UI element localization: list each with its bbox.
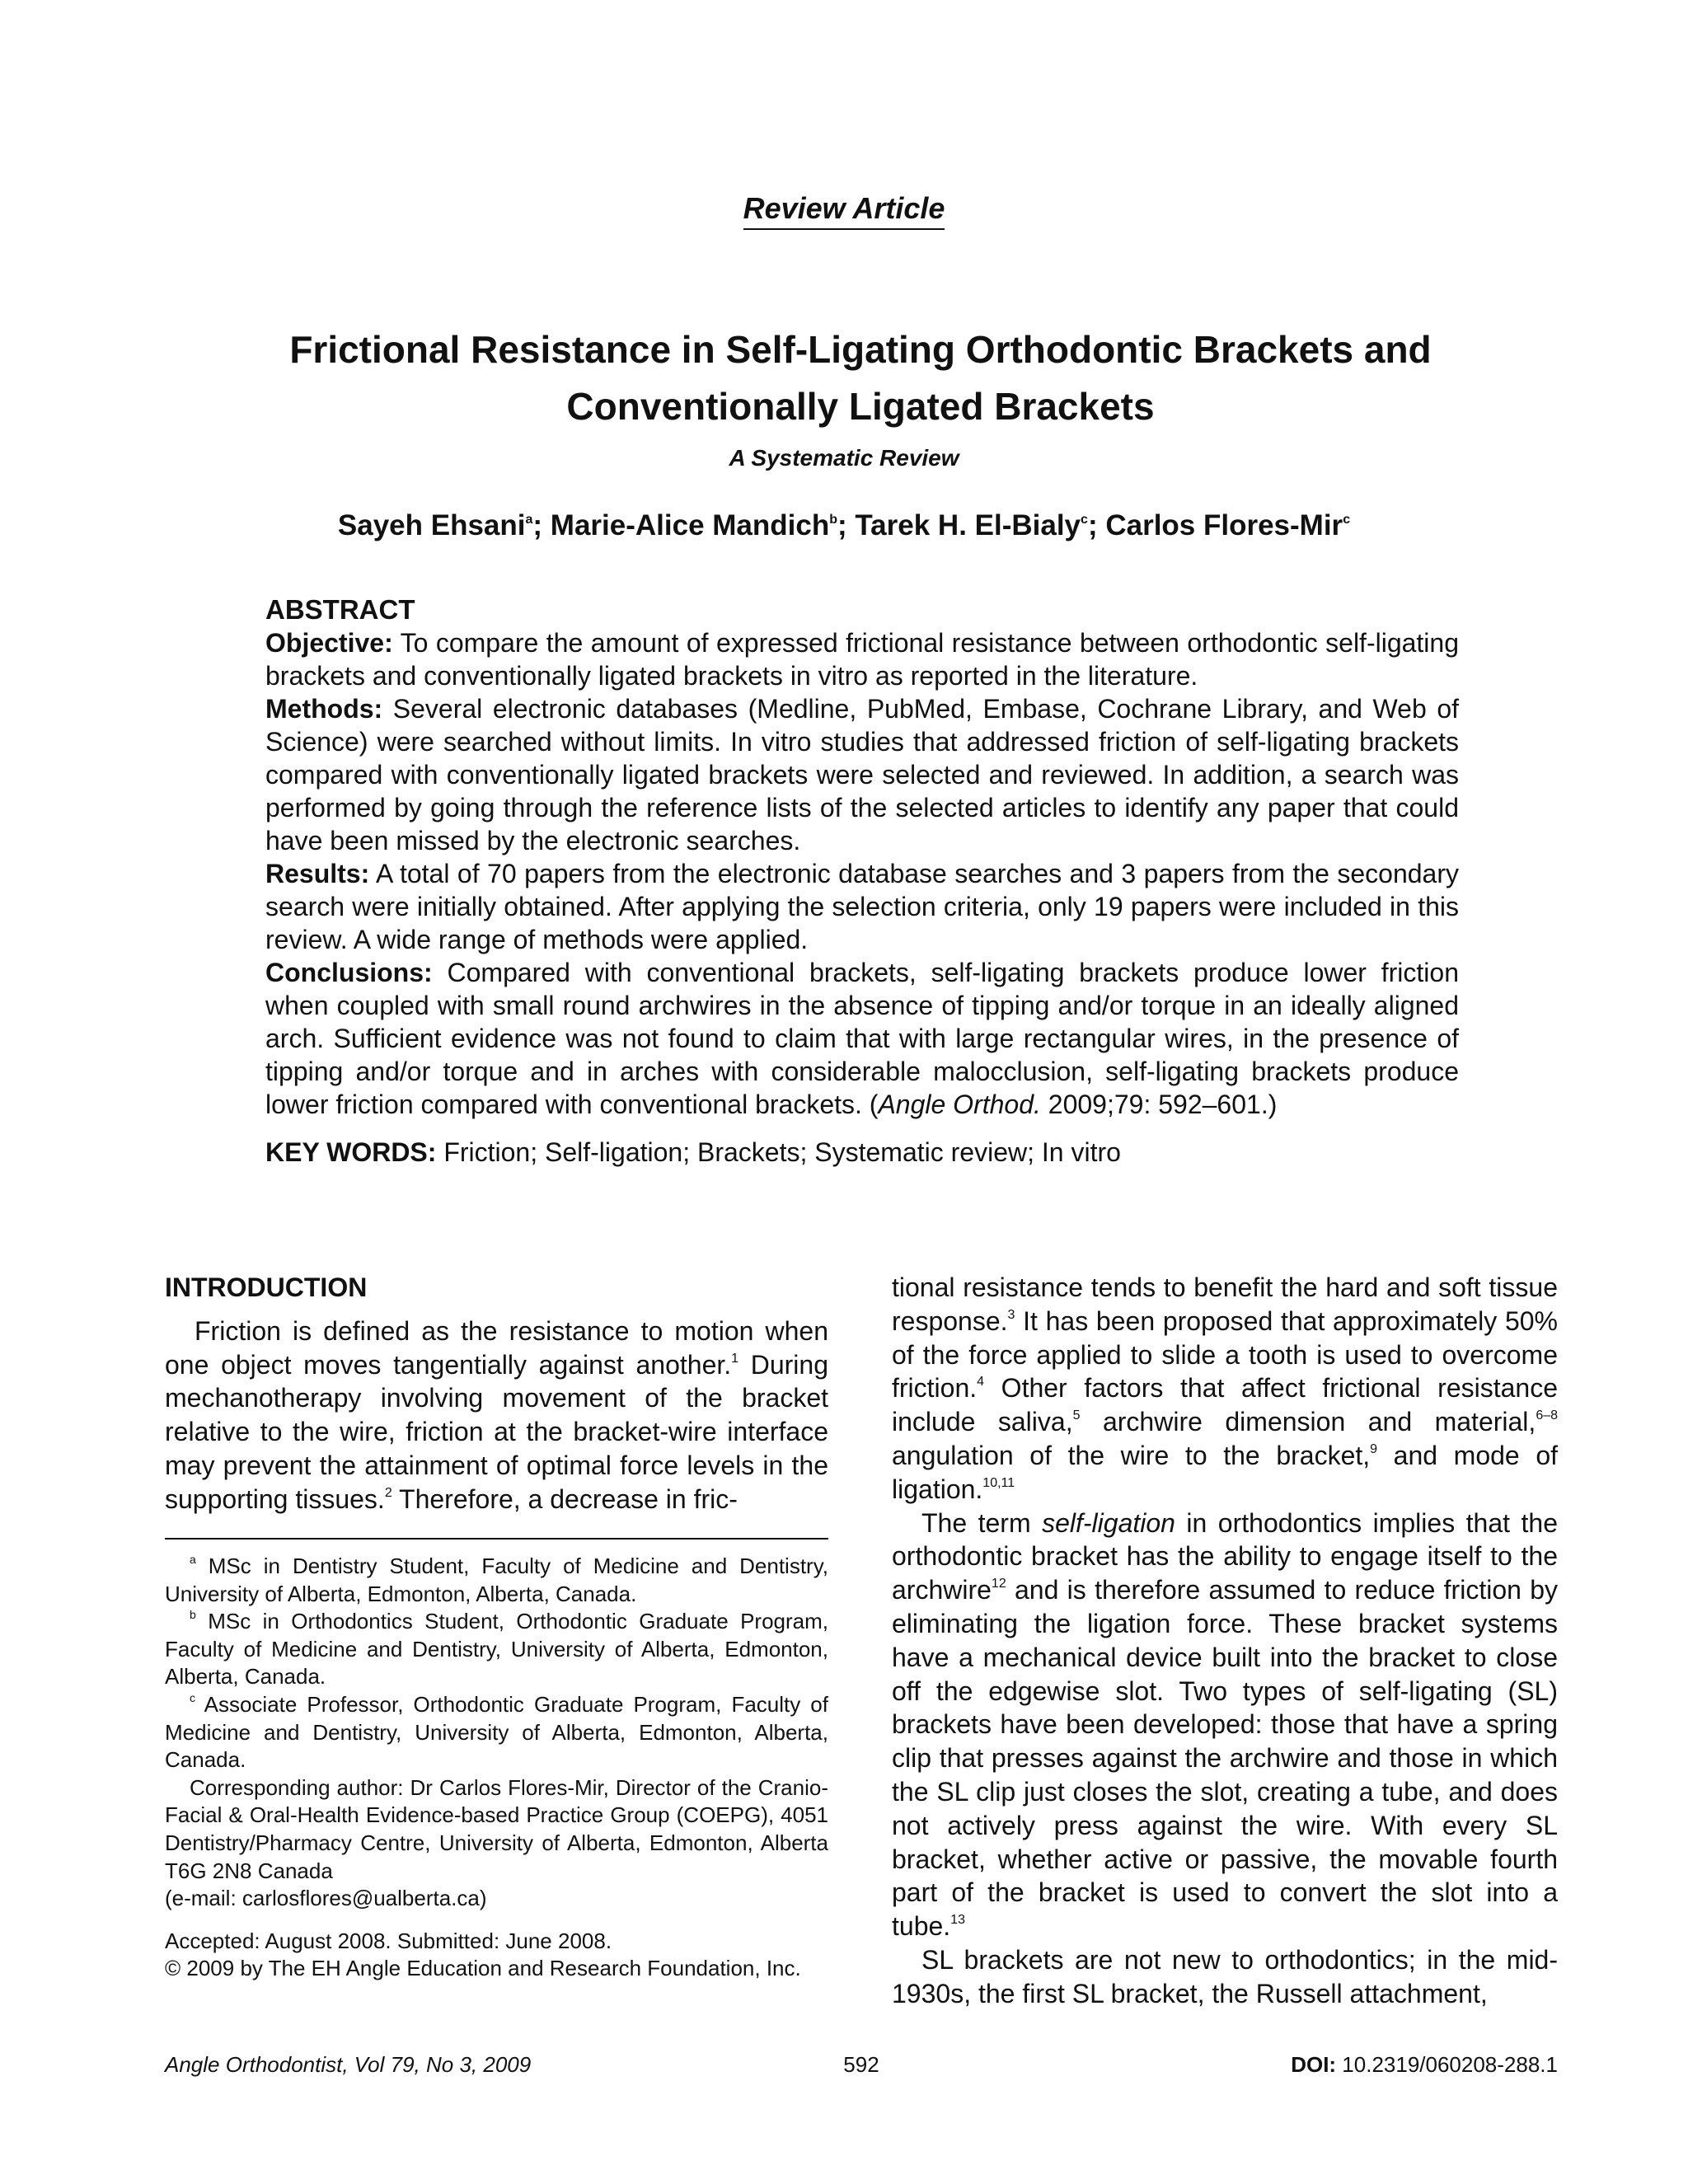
- right-column: [892, 1271, 1558, 2011]
- reference-mark: 6–8: [1536, 1408, 1559, 1423]
- intro-paragraph-1-continued: tional resistance tends to benefit the hard and soft tissue response.$^3$ It has been proposed that approximately 50% of the force applied to slide a tooth is used to overcome friction.$^4$ Other factors that affect frictional resistance include saliva,$^5$ archwire dimension and material,$^{6-8}$ angulation of the wire to the bracket,$^9$ and mode of ligation.$^{10,11}$: [892, 1272, 1559, 1504]
- keywords: KEY WORDS: Friction; Self-ligation; Brackets; Systematic review; In vitro: [265, 1137, 1121, 1167]
- author-name: Marie-Alice Mandich: [550, 509, 830, 541]
- paper-subtitle: A Systematic Review: [729, 445, 959, 471]
- doi: DOI: 10.2319/060208-288.1: [1291, 2052, 1558, 2077]
- author-name: Sayeh Ehsani: [337, 509, 526, 541]
- author-affiliation-mark: b: [829, 513, 837, 527]
- left-column: [165, 1271, 828, 1516]
- page-number: 592: [843, 2052, 879, 2077]
- reference-mark: 1: [731, 1351, 739, 1366]
- corresponding-author: Corresponding author: Dr Carlos Flores-Mir, Director of the Cranio-Facial & Oral-Health Evidence-based Practice Group (COEPG), 4051 Dentistry/Pharmacy Centre, University of Alberta, Edmonton, Alberta T6G 2N8 Canada: [165, 1774, 828, 1883]
- reference-mark: 3: [1007, 1307, 1015, 1322]
- author-separator: ;: [837, 509, 856, 541]
- abstract-methods: Methods: Several electronic databases (Medline, PubMed, Embase, Cochrane Library, and Web of Science) were searched without limits. In vitro studies that addressed friction of self-ligating brackets compared with conventionally ligated brackets were selected and reviewed. In addition, a search was performed by going through the reference lists of the selected articles to identify any paper that could have been missed by the electronic searches.: [265, 694, 1460, 855]
- methods-label: Methods:: [265, 694, 383, 724]
- footnotes: [165, 1553, 828, 1983]
- citation-journal: Angle Orthod.: [878, 1090, 1041, 1119]
- author-affiliation-mark: c: [1343, 513, 1351, 527]
- abstract-heading: ABSTRACT: [265, 594, 415, 625]
- reference-mark: 2: [384, 1485, 392, 1500]
- reference-mark: 5: [1072, 1408, 1081, 1423]
- corresponding-email: (e-mail: carlosflores@ualberta.ca): [165, 1886, 487, 1911]
- paper-title: Frictional Resistance in Self-Ligating Orthodontic Brackets and Conventionally Ligated Brackets: [289, 328, 1432, 428]
- article-type: Review Article: [0, 191, 1688, 226]
- abstract-conclusions: Conclusions: Compared with conventional brackets, self-ligating brackets produce lower friction when coupled with small round archwires in the absence of tipping and/or torque in an ideally aligned arch. Sufficient evidence was not found to claim that with large rectangular wires, in the presence of tipping and/or torque and in arches with considerable malocclusion, self-ligating brackets produce lower friction compared with conventional brackets. (Angle Orthod. 2009;79: 592–601.): [265, 958, 1460, 1119]
- author-list: [0, 509, 1688, 542]
- objective-label: Objective:: [265, 628, 393, 658]
- author-name: Carlos Flores-Mir: [1105, 509, 1343, 541]
- intro-paragraph-1: Friction is defined as the resistance to motion when one object moves tangentially against another.$^1$ During mechanotherapy involving movement of the bracket relative to the wire, friction at the bracket-wire interface may prevent the attainment of optimal force levels in the supporting tissues.$^2$ Therefore, a decrease in fric-: [165, 1315, 829, 1514]
- reference-mark: 13: [950, 1913, 965, 1928]
- results-label: Results:: [265, 859, 370, 888]
- self-ligation-term: self-ligation: [1042, 1507, 1175, 1538]
- footnote-b: $^b$ MSc in Orthodontics Student, Orthodontic Graduate Program, Faculty of Medicine and Dentistry, University of Alberta, Edmonton, Alberta, Canada.: [165, 1608, 828, 1690]
- intro-paragraph-2: The term self-ligation in orthodontics implies that the orthodontic bracket has the ability to engage itself to the archwire$^{12}$ and is therefore assumed to reduce friction by eliminating the ligation force. These bracket systems have a mechanical device built into the bracket to close off the edgewise slot. Two types of self-ligating (SL) brackets have been developed: those that have a spring clip that presses against the archwire and those in which the SL clip just closes the slot, creating a tube, and does not actively press against the wire. With every SL bracket, whether active or passive, the movable fourth part of the bracket is used to convert the slot into a tube.$^{13}$: [892, 1507, 1559, 1942]
- author-separator: ;: [532, 509, 551, 541]
- copyright-notice: © 2009 by The EH Angle Education and Research Foundation, Inc.: [165, 1956, 801, 1981]
- journal-citation: Angle Orthodontist, Vol 79, No 3, 2009: [165, 2052, 532, 2077]
- footnote-c: $^c$ Associate Professor, Orthodontic Graduate Program, Faculty of Medicine and Dentistry, University of Alberta, Edmonton, Alberta, Canada.: [165, 1690, 828, 1773]
- reference-mark: 12: [991, 1577, 1006, 1591]
- intro-paragraph-3: SL brackets are not new to orthodontics; in the mid-1930s, the first SL bracket, the Russell attachment,: [892, 1944, 1558, 2008]
- reference-mark: 9: [1370, 1441, 1378, 1456]
- abstract-results: Results: A total of 70 papers from the electronic database searches and 3 papers from the secondary search were initially obtained. After applying the selection criteria, only 19 papers were included in this review. A wide range of methods were applied.: [265, 859, 1460, 954]
- author-affiliation-mark: c: [1081, 513, 1088, 527]
- footnote-a: $^a$ MSc in Dentistry Student, Faculty of Medicine and Dentistry, University of Alberta, Edmonton, Alberta, Canada.: [165, 1553, 828, 1606]
- footnote-divider: [165, 1538, 828, 1540]
- reference-mark: 10,11: [982, 1475, 1015, 1490]
- author-name: Tarek H. El-Bialy: [855, 509, 1081, 541]
- reference-mark: 4: [977, 1375, 985, 1390]
- abstract: [265, 593, 1459, 1169]
- conclusions-label: Conclusions:: [265, 958, 433, 987]
- author-affiliation-mark: a: [525, 513, 533, 527]
- abstract-objective: Objective: To compare the amount of expressed frictional resistance between orthodontic self-ligating brackets and conventionally ligated brackets in vitro as reported in the literature.: [265, 628, 1460, 691]
- keywords-label: KEY WORDS:: [265, 1137, 437, 1167]
- introduction-heading: INTRODUCTION: [165, 1272, 368, 1302]
- accepted-date: Accepted: August 2008. Submitted: June 2008.: [165, 1928, 612, 1953]
- author-separator: ;: [1087, 509, 1106, 541]
